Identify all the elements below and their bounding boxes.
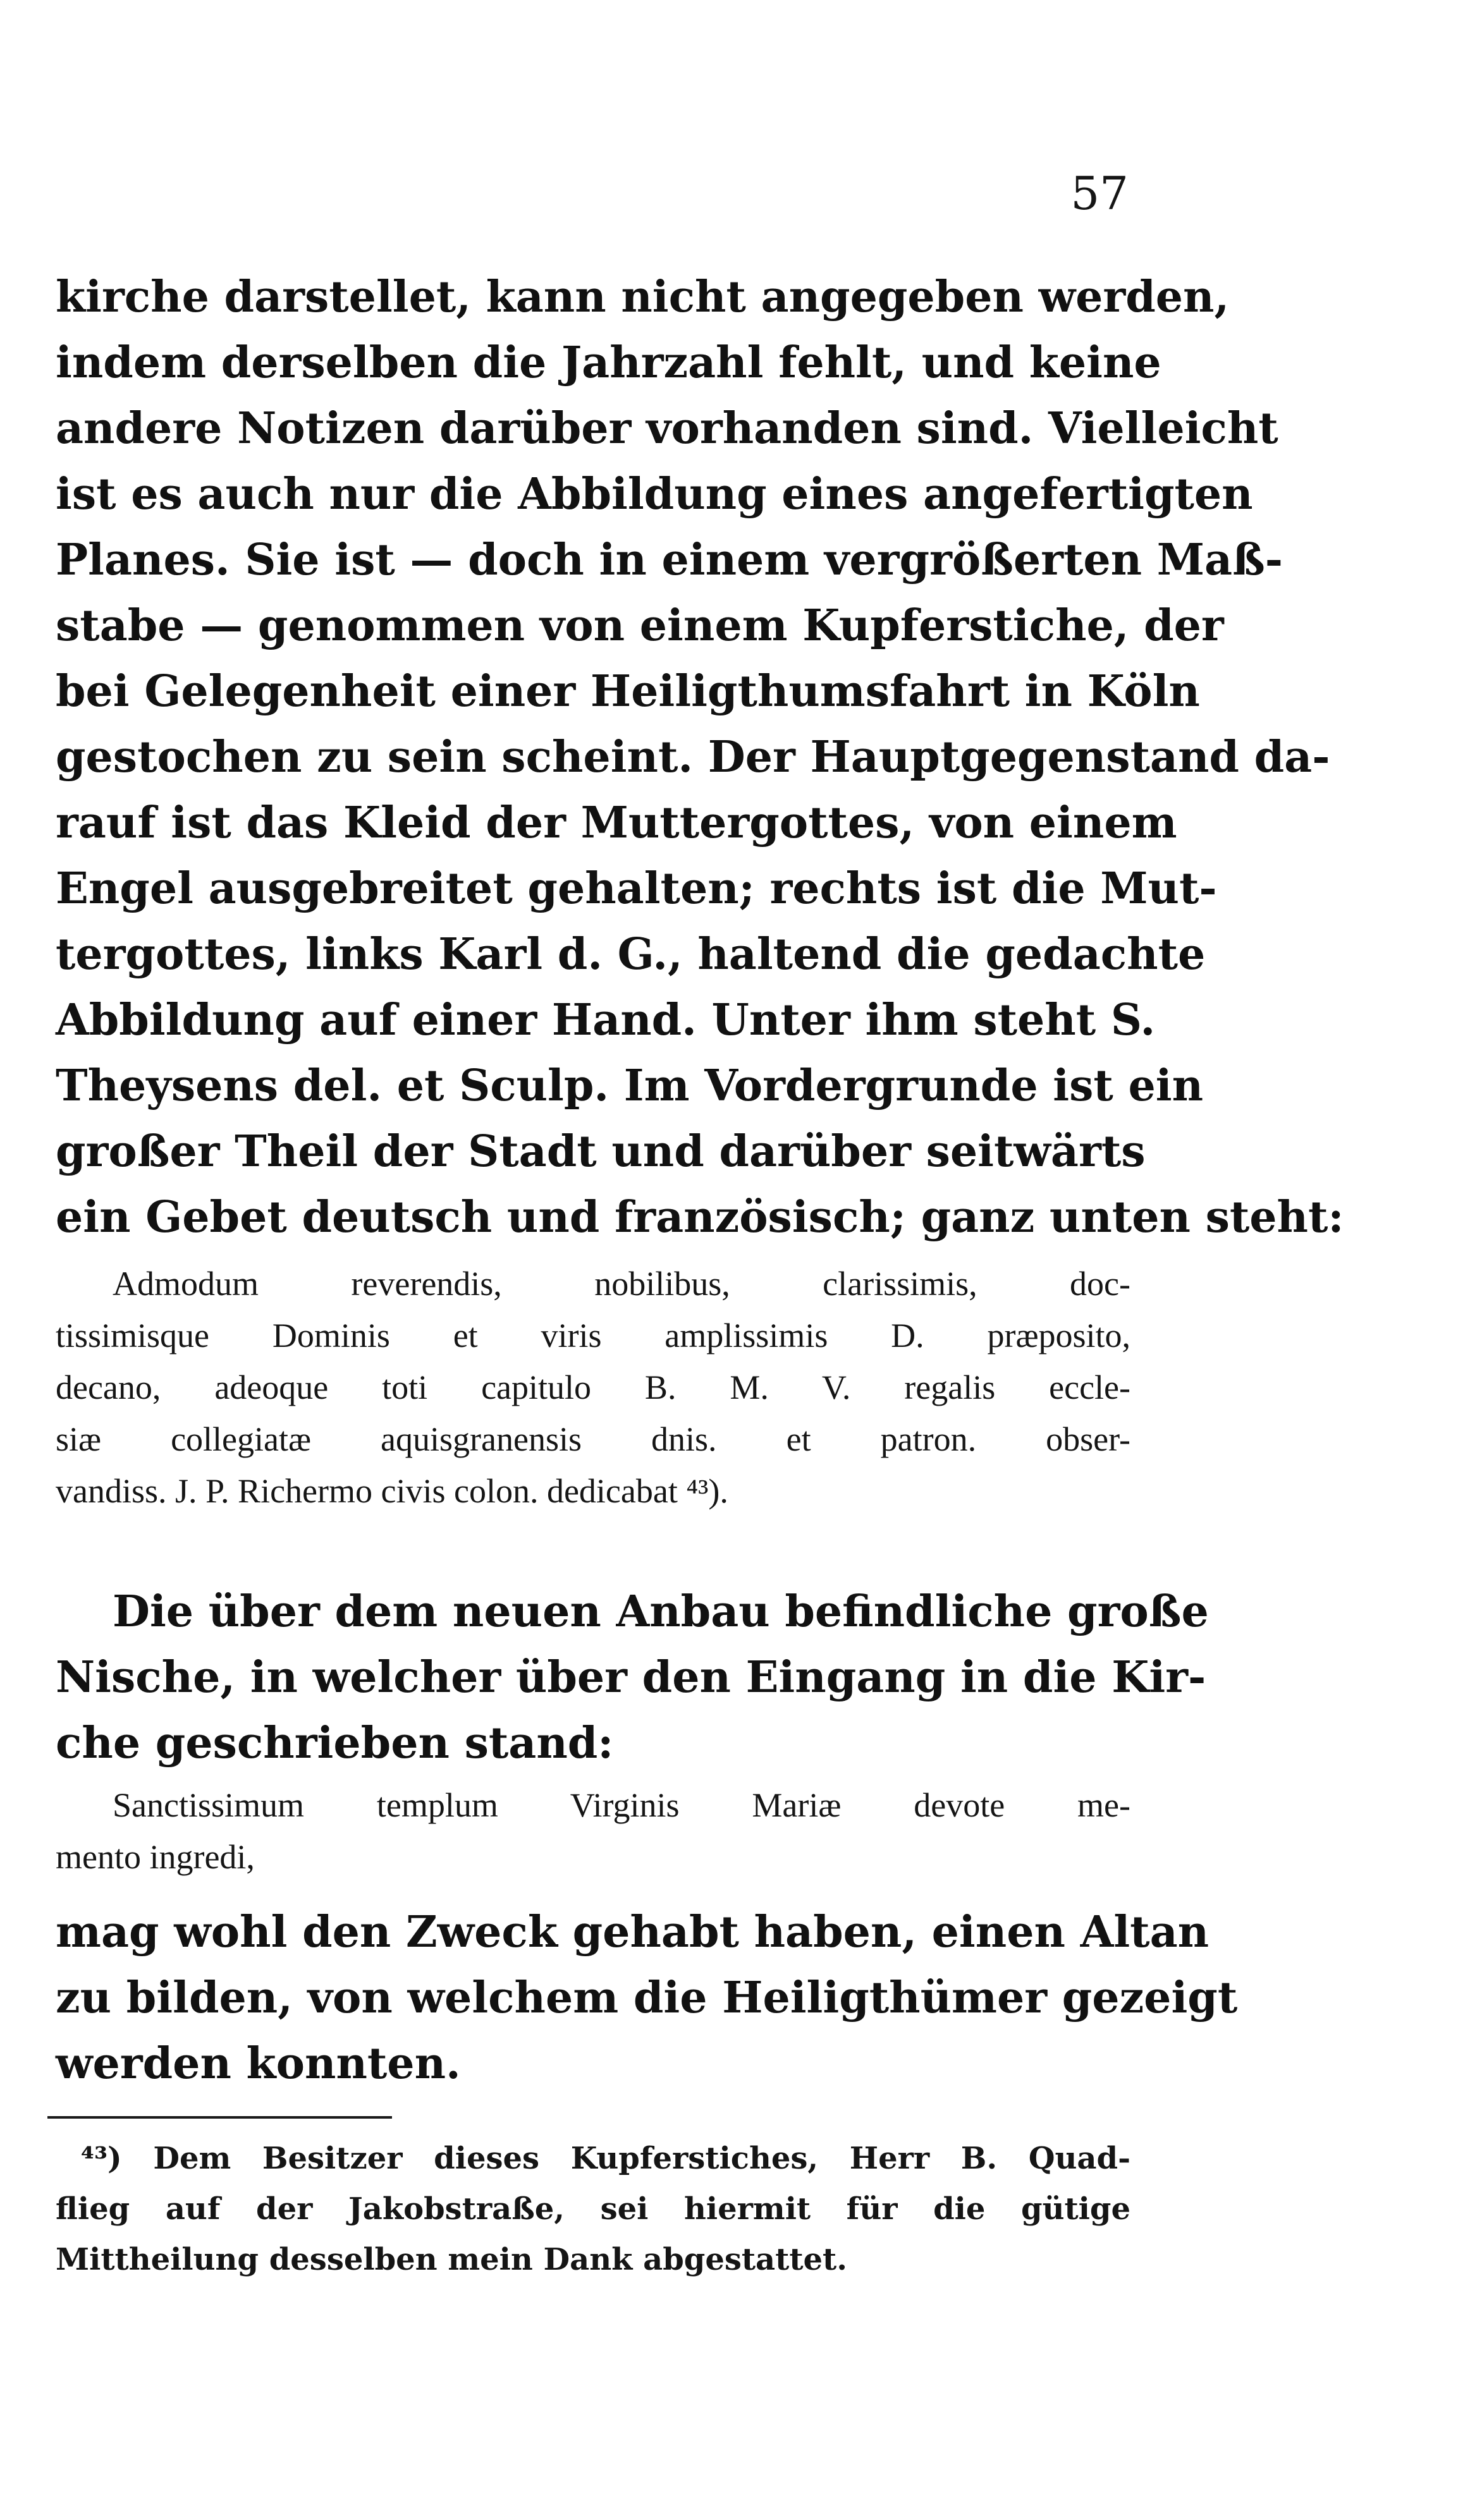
text-line: Engel ausgebreitet gehalten; rechts ist die Mut- — [56, 863, 1217, 914]
text-line: mag wohl den Zweck gehabt haben, einen Altan — [56, 1907, 1210, 1957]
text-line: ist es auch nur die Abbildung eines angefertigten — [56, 469, 1253, 520]
latin-inscription — [56, 1779, 1130, 1883]
paragraph-niche — [56, 1579, 1209, 1776]
footnote-line: flieg auf der Jakobstraße, sei hiermit für die gütige — [56, 2191, 1130, 2227]
paragraph-altan — [56, 1899, 1238, 2097]
footnote — [56, 2133, 1130, 2285]
text-line: stabe — genommen von einem Kupferstiche, der — [56, 600, 1224, 651]
text-line: indem derselben die Jahrzahl fehlt, und keine — [56, 338, 1161, 388]
text-line: Abbildung auf einer Hand. Unter ihm steht S. — [56, 995, 1156, 1045]
text-line: tergottes, links Karl d. G., haltend die gedachte — [56, 929, 1206, 980]
text-line: ein Gebet deutsch und französisch; ganz unten steht: — [56, 1192, 1344, 1243]
text-line: Die über dem neuen Anbau befindliche große — [113, 1586, 1209, 1637]
text-line: bei Gelegenheit einer Heiligthumsfahrt in Köln — [56, 666, 1200, 717]
text-line: Planes. Sie ist — doch in einem vergrößerten Maß- — [56, 535, 1283, 585]
text-line: werden konnten. — [56, 2038, 461, 2089]
text-line: rauf ist das Kleid der Muttergottes, von einem — [56, 798, 1177, 848]
text-line: kirche darstellet, kann nicht angegeben werden, — [56, 272, 1230, 322]
text-line: siæ collegiatæ aquisgranensis dnis. et patron. obser- — [56, 1420, 1130, 1458]
page-number: 57 — [1070, 167, 1129, 220]
text-line: großer Theil der Stadt und darüber seitwärts — [56, 1126, 1146, 1177]
footnote-divider — [47, 2116, 392, 2119]
text-line: Admodum reverendis, nobilibus, clarissimis, doc- — [113, 1265, 1130, 1303]
text-line: Sanctissimum templum Virginis Mariæ devote me- — [113, 1786, 1130, 1824]
text-line: mento ingredi, — [56, 1838, 255, 1876]
text-line: vandiss. J. P. Richermo civis colon. dedicabat ⁴³). — [56, 1472, 728, 1510]
footnote-line: ⁴³) Dem Besitzer dieses Kupferstiches, Herr B. Quad- — [81, 2141, 1130, 2176]
text-line: gestochen zu sein scheint. Der Hauptgegenstand da- — [56, 732, 1330, 782]
text-line: zu bilden, von welchem die Heiligthümer gezeigt — [56, 1973, 1238, 2023]
text-line: Theysens del. et Sculp. Im Vordergrunde ist ein — [56, 1061, 1204, 1111]
text-line: decano, adeoque toti capitulo B. M. V. regalis eccle- — [56, 1368, 1130, 1406]
paragraph-main — [56, 264, 1344, 1250]
text-line: tissimisque Dominis et viris amplissimis D. præposito, — [56, 1317, 1130, 1354]
text-line: che geschrieben stand: — [56, 1718, 614, 1768]
text-line: andere Notizen darüber vorhanden sind. Vielleicht — [56, 403, 1278, 454]
latin-dedication — [56, 1258, 1130, 1517]
text-line: Nische, in welcher über den Eingang in die Kir- — [56, 1652, 1206, 1703]
footnote-line: Mittheilung desselben mein Dank abgestattet. — [56, 2242, 847, 2277]
